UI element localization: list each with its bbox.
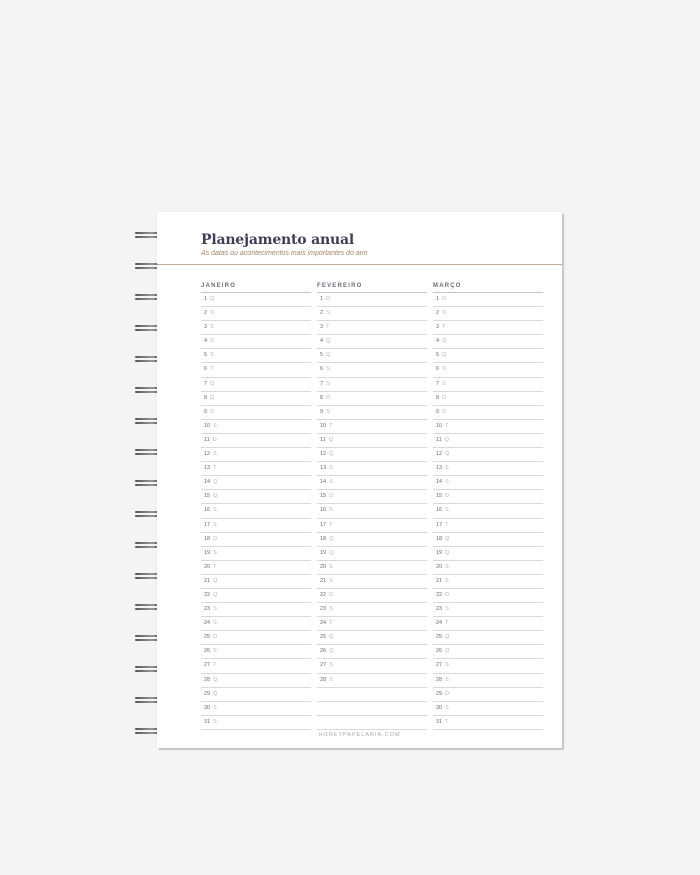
day-number: 15 [204,493,211,500]
day-row[interactable] [317,349,427,363]
day-row[interactable] [433,674,543,688]
weekday-initial: T [326,324,330,331]
day-number: 2 [320,310,324,317]
day-number: 6 [204,366,208,373]
day-row[interactable] [201,575,311,589]
day-number: 23 [320,606,327,613]
day-number: 8 [204,394,208,401]
day-number: 15 [436,493,443,500]
day-number: 9 [204,408,208,415]
day-number: 2 [436,310,440,317]
day-row[interactable] [433,575,543,589]
day-row[interactable] [317,617,427,631]
day-row[interactable] [433,688,543,702]
weekday-initial: Q [326,352,331,359]
day-row[interactable] [201,659,311,673]
weekday-initial: Q [329,634,334,641]
weekday-initial: S [445,507,449,514]
day-number: 17 [320,521,327,528]
weekday-initial: D [445,690,450,697]
weekday-initial: S [213,521,217,528]
day-number: 26 [204,648,211,655]
day-row[interactable] [433,392,543,406]
day-number: 22 [204,591,211,598]
day-row[interactable] [201,363,311,377]
day-row[interactable] [317,490,427,504]
weekday-initial: S [442,310,446,317]
day-number: 28 [320,676,327,683]
day-row[interactable] [433,434,543,448]
day-row[interactable] [201,533,311,547]
weekday-initial: T [213,662,217,669]
day-row[interactable] [201,547,311,561]
weekday-initial: Q [329,549,334,556]
weekday-initial: S [326,408,330,415]
day-row[interactable] [201,420,311,434]
day-number: 7 [320,380,324,387]
day-row[interactable] [317,448,427,462]
day-number: 20 [320,563,327,570]
day-row[interactable] [317,659,427,673]
weekday-initial: S [445,606,449,613]
weekday-initial: T [445,718,449,725]
weekday-initial: S [213,718,217,725]
weekday-initial: Q [329,535,334,542]
weekday-initial: T [329,620,333,627]
day-row[interactable] [433,702,543,716]
day-row[interactable] [317,589,427,603]
month-column-january [201,282,311,730]
day-row[interactable] [317,561,427,575]
day-row[interactable] [317,406,427,420]
day-number: 25 [204,634,211,641]
day-row[interactable] [433,547,543,561]
day-number: 28 [204,676,211,683]
day-row[interactable] [433,716,543,730]
day-number: 11 [436,436,442,443]
day-number: 18 [204,535,211,542]
day-number: 24 [436,620,443,627]
day-row[interactable] [201,406,311,420]
weekday-initial: S [213,606,217,613]
day-row[interactable] [201,702,311,716]
day-row[interactable] [317,519,427,533]
day-row[interactable] [433,293,543,307]
day-row[interactable] [433,349,543,363]
day-number: 21 [204,577,211,584]
day-number: 13 [320,465,327,472]
weekday-initial: D [213,535,218,542]
day-number: 4 [436,338,440,345]
weekday-initial: S [445,662,449,669]
day-row[interactable] [317,321,427,335]
day-number: 11 [320,436,326,443]
day-row[interactable] [317,631,427,645]
weekday-initial: D [329,493,334,500]
weekday-initial: Q [210,296,215,302]
day-number: 25 [320,634,327,641]
weekday-initial: Q [213,493,218,500]
day-row[interactable] [201,378,311,392]
day-number: 5 [436,352,440,359]
day-number: 1 [436,296,440,302]
day-number: 7 [436,380,440,387]
day-number: 20 [436,563,443,570]
day-row[interactable] [433,561,543,575]
weekday-initial: S [445,704,449,711]
day-row[interactable] [317,674,427,688]
day-row[interactable] [201,674,311,688]
day-row[interactable] [201,603,311,617]
weekday-initial: D [442,394,447,401]
weekday-initial: Q [444,436,449,443]
day-row[interactable] [317,434,427,448]
weekday-initial: S [326,366,330,373]
weekday-initial: Q [445,634,450,641]
day-number: 22 [320,591,327,598]
day-row[interactable] [433,363,543,377]
day-row[interactable] [433,519,543,533]
day-row[interactable] [317,575,427,589]
day-number: 19 [204,549,211,556]
day-number: 4 [320,338,324,345]
day-row[interactable] [201,335,311,349]
weekday-initial: D [442,296,447,302]
weekday-initial: T [445,521,449,528]
weekday-initial: S [442,366,446,373]
day-number: 30 [436,704,443,711]
day-number: 27 [204,662,211,669]
day-number: 23 [436,606,443,613]
day-row[interactable] [433,603,543,617]
weekday-initial: D [326,394,331,401]
day-row[interactable] [317,702,427,716]
weekday-initial: S [210,310,214,317]
day-number: 8 [320,394,324,401]
weekday-initial: S [213,422,217,429]
weekday-initial: Q [442,352,447,359]
weekday-initial: S [329,676,333,683]
day-row[interactable] [433,659,543,673]
weekday-initial: S [445,577,449,584]
day-number: 29 [204,690,211,697]
weekday-initial: Q [213,591,218,598]
day-row[interactable] [201,688,311,702]
day-row[interactable] [433,321,543,335]
weekday-initial: Q [213,690,218,697]
day-row[interactable] [317,533,427,547]
day-number: 31 [204,718,211,725]
day-row[interactable] [201,307,311,321]
month-name: MARÇO [433,282,543,293]
day-number: 24 [320,620,327,627]
day-row[interactable] [317,462,427,476]
day-number: 6 [436,366,440,373]
day-number: 12 [320,451,327,458]
day-number: 16 [436,507,443,514]
weekday-initial: Q [329,451,334,458]
day-number: 9 [320,408,324,415]
day-number: 19 [436,549,443,556]
day-number: 13 [204,465,211,472]
weekday-initial: Q [445,549,450,556]
weekday-initial: S [329,606,333,613]
day-row[interactable] [317,335,427,349]
day-row[interactable] [201,448,311,462]
weekday-initial: Q [213,577,218,584]
day-row[interactable] [201,349,311,363]
day-row[interactable] [433,307,543,321]
day-number: 25 [436,634,443,641]
weekday-initial: D [445,591,450,598]
weekday-initial: S [329,479,333,486]
day-number: 16 [204,507,211,514]
day-row[interactable] [433,448,543,462]
month-name: JANEIRO [201,282,311,293]
day-number: 30 [204,704,211,711]
weekday-initial: T [213,563,217,570]
weekday-initial: S [213,549,217,556]
day-row[interactable] [317,378,427,392]
day-row[interactable] [433,476,543,490]
day-row[interactable] [317,392,427,406]
day-number: 28 [436,676,443,683]
day-row[interactable] [317,363,427,377]
day-number: 5 [204,352,208,359]
day-number: 10 [436,422,443,429]
day-row[interactable] [201,476,311,490]
weekday-initial: Q [445,535,450,542]
day-number: 1 [204,296,208,302]
weekday-initial: T [329,422,333,429]
day-row[interactable] [201,321,311,335]
weekday-initial: D [212,436,217,443]
day-row[interactable] [433,645,543,659]
weekday-initial: D [326,296,331,302]
weekday-initial: S [213,704,217,711]
weekday-initial: S [326,310,330,317]
day-row[interactable] [201,490,311,504]
weekday-initial: S [445,676,449,683]
weekday-initial: T [445,422,449,429]
day-number: 21 [320,577,327,584]
weekday-initial: S [445,563,449,570]
weekday-initial: D [210,338,215,345]
day-number: 14 [320,479,327,486]
weekday-initial: S [445,465,449,472]
day-row[interactable] [201,631,311,645]
day-row[interactable] [317,547,427,561]
day-row[interactable] [433,589,543,603]
day-row[interactable] [433,378,543,392]
day-number: 3 [436,324,440,331]
month-column-march [433,282,543,730]
weekday-initial: Q [210,380,215,387]
day-number: 7 [204,380,208,387]
weekday-initial: D [329,591,334,598]
weekday-initial: S [329,577,333,584]
day-row[interactable] [433,462,543,476]
weekday-initial: Q [213,479,218,486]
weekday-initial: Q [213,676,218,683]
day-row[interactable] [317,420,427,434]
day-number: 20 [204,563,211,570]
weekday-initial: S [213,648,217,655]
header-divider [157,264,562,265]
day-number: 15 [320,493,327,500]
day-number: 21 [436,577,443,584]
day-row[interactable] [201,434,311,448]
day-row[interactable] [201,392,311,406]
day-number: 26 [320,648,327,655]
day-row[interactable] [317,307,427,321]
day-number: 26 [436,648,443,655]
day-number: 22 [436,591,443,598]
weekday-initial: S [213,451,217,458]
weekday-initial: T [213,465,217,472]
day-row[interactable] [317,476,427,490]
weekday-initial: Q [442,338,447,345]
weekday-initial: S [213,507,217,514]
day-number: 2 [204,310,208,317]
day-number: 8 [436,394,440,401]
day-number: 14 [436,479,443,486]
weekday-initial: S [329,662,333,669]
day-row[interactable] [201,716,311,730]
day-row[interactable] [433,406,543,420]
day-number: 6 [320,366,324,373]
day-row[interactable] [433,533,543,547]
page-subtitle: As datas ou acontecimentos mais importantes do ano [201,250,368,257]
day-number: 31 [436,718,443,725]
month-name: FEVEREIRO [317,282,427,293]
day-row[interactable] [317,603,427,617]
day-number: 13 [436,465,443,472]
weekday-initial: S [442,380,446,387]
footer-website: HONEYPAPELARIA.COM [318,732,401,738]
weekday-initial: D [445,493,450,500]
weekday-initial: Q [328,436,333,443]
day-number: 11 [204,436,210,443]
day-row[interactable] [433,490,543,504]
weekday-initial: Q [445,648,450,655]
day-number: 12 [204,451,211,458]
day-row[interactable] [317,716,427,730]
weekday-initial: S [329,563,333,570]
weekday-initial: Q [210,394,215,401]
weekday-initial: T [445,620,449,627]
day-number: 18 [436,535,443,542]
weekday-initial: S [329,465,333,472]
day-number: 19 [320,549,327,556]
day-number: 27 [436,662,443,669]
day-number: 12 [436,451,443,458]
weekday-initial: S [442,408,446,415]
weekday-initial: S [210,352,214,359]
day-row[interactable] [433,617,543,631]
weekday-initial: S [210,408,214,415]
weekday-initial: Q [326,338,331,345]
day-number: 23 [204,606,211,613]
day-row[interactable] [317,645,427,659]
day-number: 27 [320,662,327,669]
day-number: 1 [320,296,324,302]
day-number: 4 [204,338,208,345]
day-number: 16 [320,507,327,514]
day-row[interactable] [201,519,311,533]
weekday-initial: S [213,620,217,627]
day-number: 3 [204,324,208,331]
day-number: 10 [204,422,211,429]
day-row[interactable] [317,504,427,518]
day-number: 5 [320,352,324,359]
day-row[interactable] [201,504,311,518]
day-row[interactable] [433,335,543,349]
weekday-initial: S [329,507,333,514]
day-row[interactable] [201,617,311,631]
weekday-initial: Q [329,648,334,655]
day-row[interactable] [317,293,427,307]
weekday-initial: T [442,324,446,331]
day-row[interactable] [433,420,543,434]
day-number: 9 [436,408,440,415]
planner-page [157,212,562,748]
day-number: 3 [320,324,324,331]
weekday-initial: T [210,366,214,373]
day-row[interactable] [317,688,427,702]
day-number: 14 [204,479,211,486]
day-number: 10 [320,422,327,429]
day-number: 17 [204,521,211,528]
day-row[interactable] [201,645,311,659]
weekday-initial: S [445,479,449,486]
day-row[interactable] [201,293,311,307]
month-column-february [317,282,427,730]
day-number: 24 [204,620,211,627]
weekday-initial: D [213,634,218,641]
day-number: 29 [436,690,443,697]
day-row[interactable] [433,631,543,645]
page-title: Planejamento anual [201,232,354,248]
day-row[interactable] [201,589,311,603]
weekday-initial: S [326,380,330,387]
day-row[interactable] [433,504,543,518]
day-number: 18 [320,535,327,542]
weekday-initial: S [210,324,214,331]
weekday-initial: Q [445,451,450,458]
day-row[interactable] [201,561,311,575]
weekday-initial: T [329,521,333,528]
day-number: 17 [436,521,443,528]
day-row[interactable] [201,462,311,476]
